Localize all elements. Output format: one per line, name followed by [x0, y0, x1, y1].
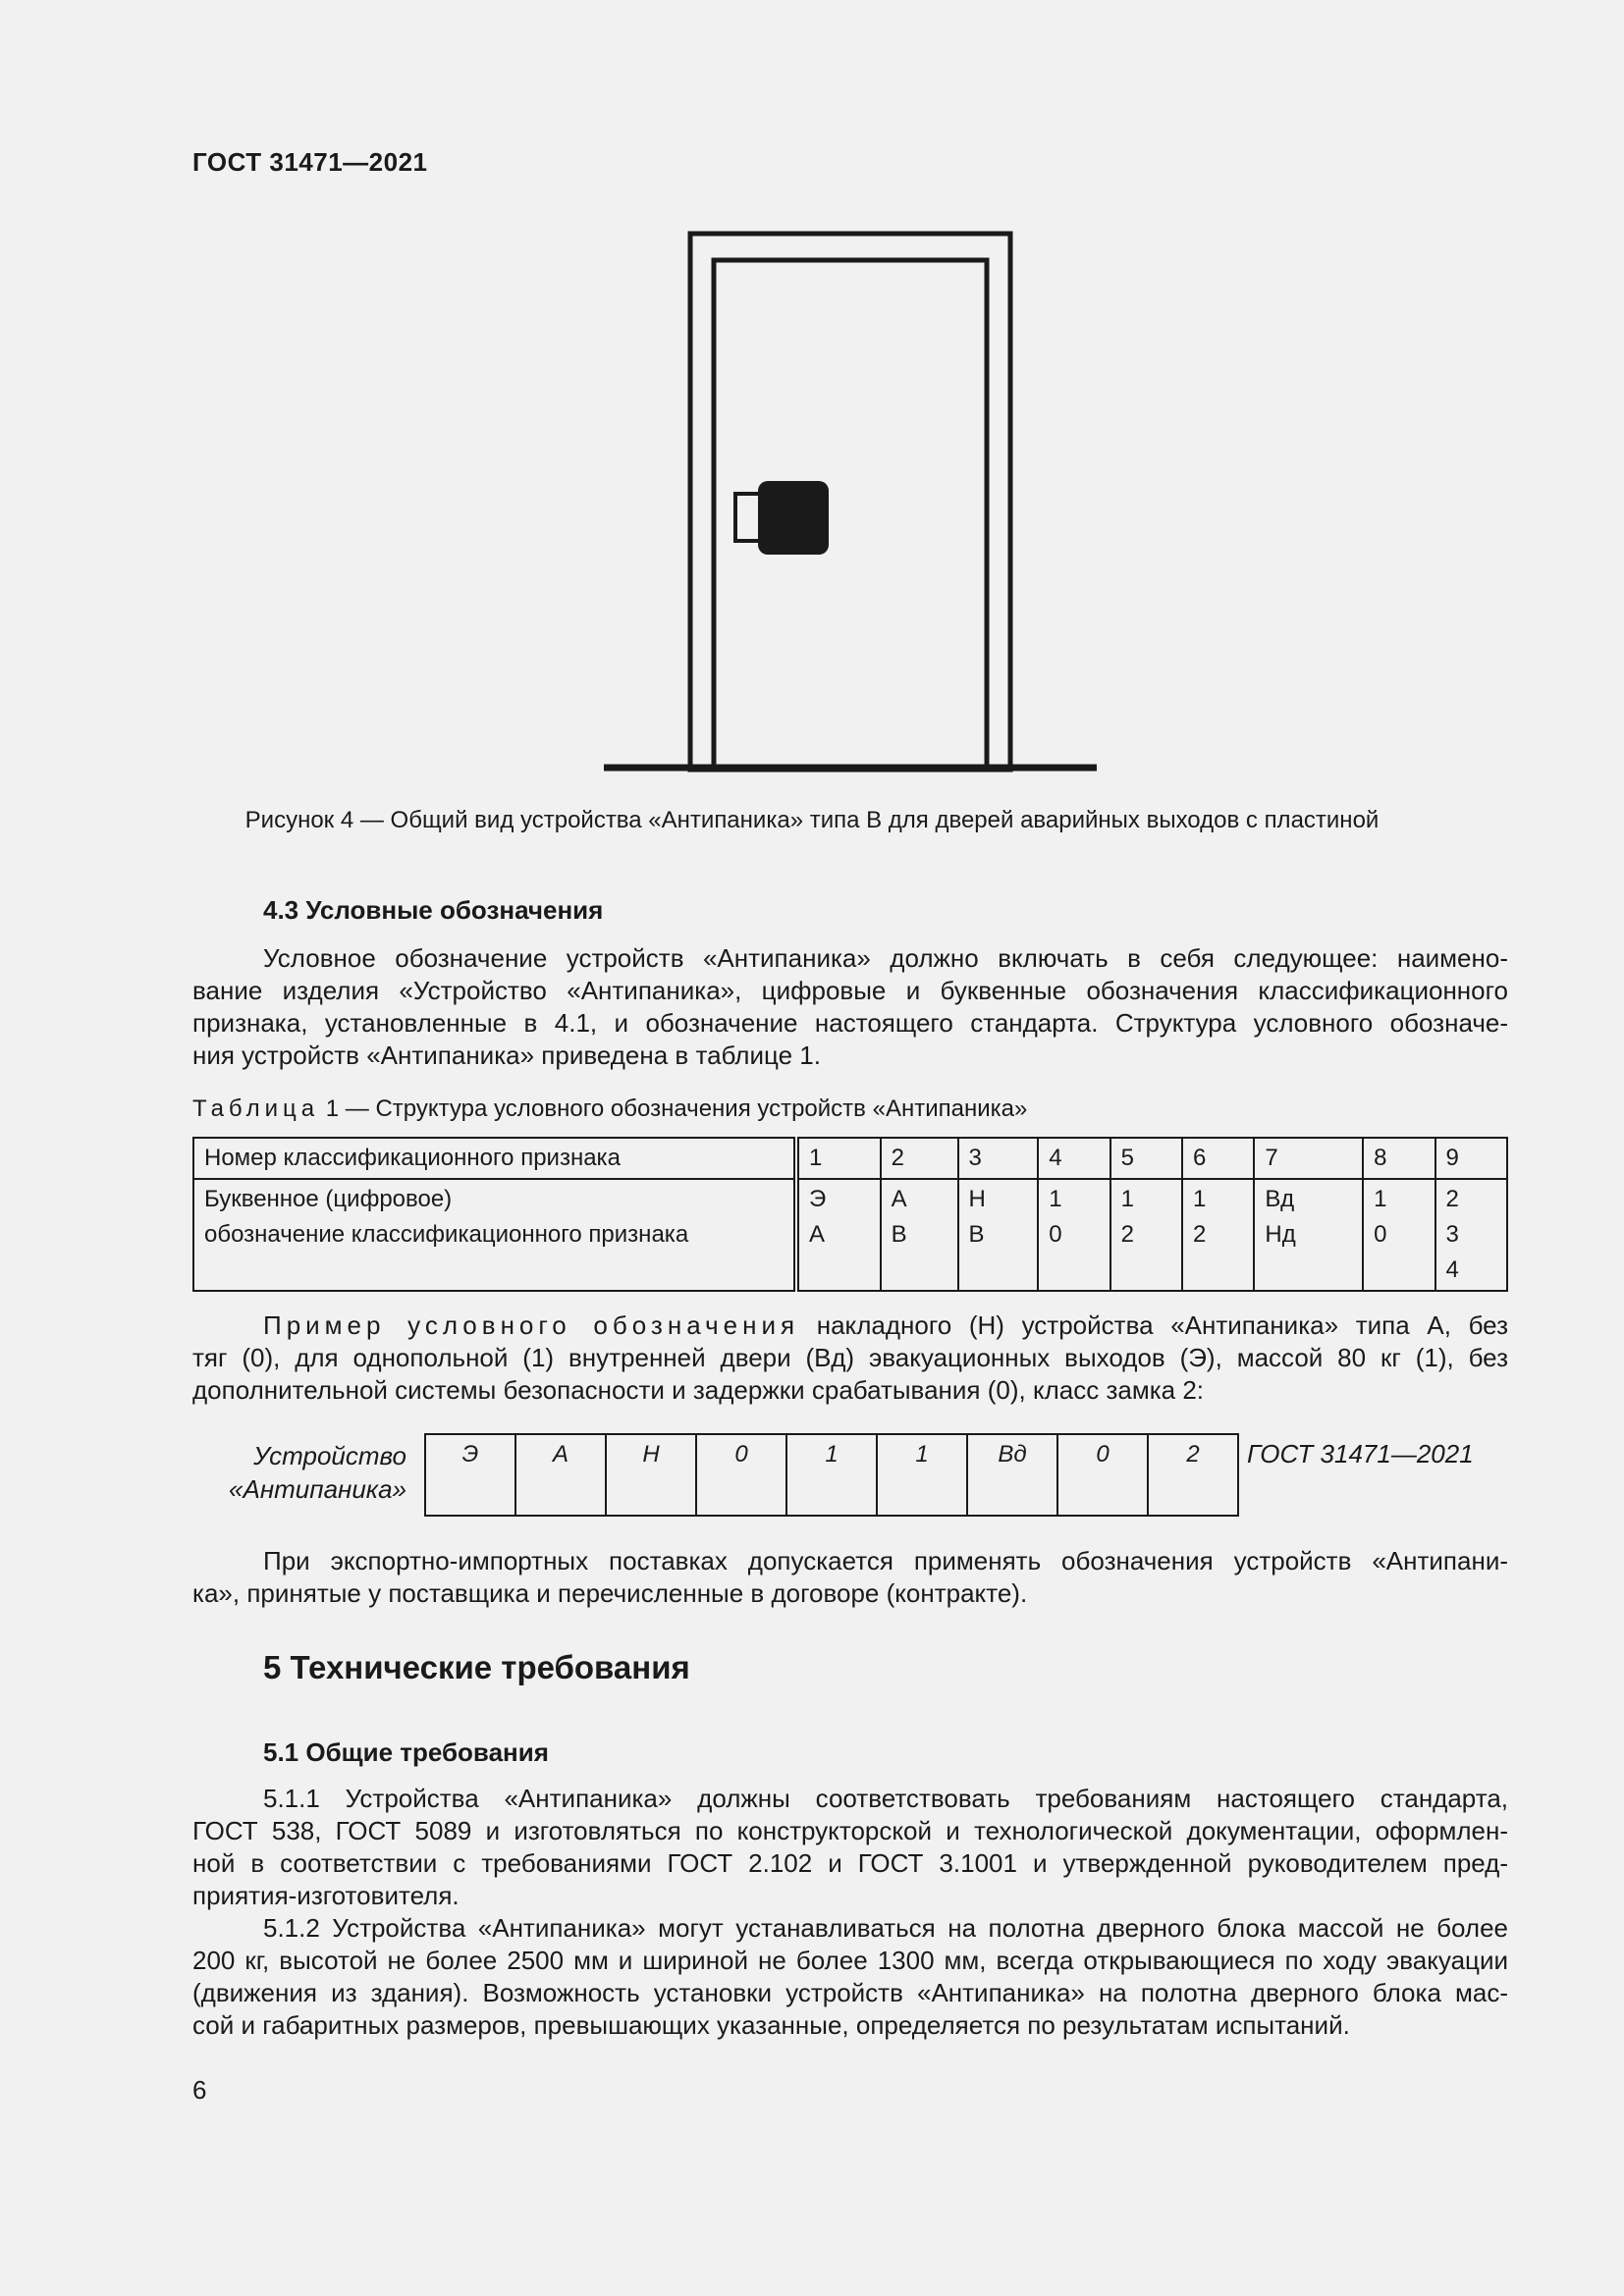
paragraph-line: (движения из здания). Возможность установки устройств «Антипаника» на полотна дверного блока мас-	[192, 1978, 1508, 2007]
table-cell: 1 2	[1110, 1179, 1182, 1291]
table-cell: Вд Нд	[1254, 1179, 1363, 1291]
table-cell: 1 2	[1182, 1179, 1254, 1291]
paragraph-line: 200 кг, высотой не более 2500 мм и шириной не более 1300 мм, всегда открывающиеся по ходу эвакуации	[192, 1946, 1508, 1975]
table-cell: 1 0	[1363, 1179, 1435, 1291]
example-prefix: Пример условного обозначения	[263, 1310, 800, 1340]
table-title-prefix: Таблица	[192, 1095, 320, 1122]
table-cell: 1 0	[1038, 1179, 1110, 1291]
paragraph-line: ния устройств «Антипаника» приведена в таблице 1.	[192, 1041, 821, 1070]
designation-cell: 0	[1057, 1434, 1148, 1516]
table-header-label: Номер классификационного признака	[193, 1138, 796, 1179]
page-number: 6	[192, 2075, 207, 2105]
designation-cell: Вд	[967, 1434, 1057, 1516]
paragraph-line: ка», принятые у поставщика и перечисленные в договоре (контракте).	[192, 1578, 1028, 1608]
paragraph-5-1-2	[192, 1912, 1508, 2042]
table-title-text: 1 — Структура условного обозначения устройств «Антипаника»	[319, 1095, 1028, 1122]
document-header: ГОСТ 31471—2021	[192, 147, 428, 177]
table-header-cell: 9	[1435, 1138, 1508, 1179]
handle-bracket	[735, 494, 761, 541]
designation-cell: А	[515, 1434, 606, 1516]
door-figure	[589, 224, 1119, 783]
example-paragraph	[192, 1309, 1508, 1407]
paragraph-line: При экспортно-импортных поставках допускается применять обозначения устройств «Антипани-	[263, 1546, 1508, 1575]
table-cell: Э А	[796, 1179, 881, 1291]
row-label-line: обозначение классификационного признака	[204, 1221, 689, 1248]
designation-cell: 1	[786, 1434, 877, 1516]
example-right-label: ГОСТ 31471—2021	[1247, 1439, 1474, 1468]
door-leaf	[714, 260, 987, 770]
example-left-label: Устройство «Антипаника»	[229, 1441, 406, 1504]
door-outer-frame	[690, 234, 1010, 770]
table-header-cell: 7	[1254, 1138, 1363, 1179]
paragraph-5-1-1	[192, 1783, 1508, 1912]
paragraph-line: 5.1.1 Устройства «Антипаника» должны соответствовать требованиям настоящего стандарта,	[263, 1784, 1508, 1813]
table-header-cell: 4	[1038, 1138, 1110, 1179]
paragraph-line: сой и габаритных размеров, превышающих указанные, определяется по результатам испытаний.	[192, 2010, 1350, 2040]
section-5-1-title: 5.1 Общие требования	[263, 1737, 549, 1767]
section-4-3-paragraph	[192, 942, 1508, 1072]
designation-cell: 0	[696, 1434, 786, 1516]
designation-cell: 2	[1148, 1434, 1238, 1516]
paragraph-line: ГОСТ 538, ГОСТ 5089 и изготовляться по конструкторской и технологической документации, оформлен-	[192, 1816, 1508, 1845]
table-header-cell: 2	[881, 1138, 958, 1179]
paragraph-line: тяг (0), для однопольной (1) внутренней двери (Вд) эвакуационных выходов (Э), массой 80 кг (1), без	[192, 1343, 1508, 1372]
section-4-3-title: 4.3 Условные обозначения	[263, 895, 604, 925]
section-5-title: 5 Технические требования	[263, 1649, 690, 1685]
table-header-cell: 1	[796, 1138, 881, 1179]
table-cell: А В	[881, 1179, 958, 1291]
designation-cell: Н	[606, 1434, 696, 1516]
row-label-line: Буквенное (цифровое)	[204, 1186, 453, 1212]
paragraph-line: вание изделия «Устройство «Антипаника», цифровые и буквенные обозначения классификационного	[192, 976, 1508, 1005]
figure-caption: Рисунок 4 — Общий вид устройства «Антипаника» типа В для дверей аварийных выходов с пластиной	[244, 807, 1380, 833]
table-header-cell: 5	[1110, 1138, 1182, 1179]
table-row-label	[193, 1179, 796, 1291]
table-cell: 2 3 4	[1435, 1179, 1508, 1291]
table-cell: Н В	[958, 1179, 1039, 1291]
table-header-cell: 3	[958, 1138, 1039, 1179]
classification-table	[192, 1137, 1508, 1292]
table-row	[193, 1138, 1507, 1179]
example-designation-table	[424, 1433, 1239, 1517]
table-1-title	[192, 1095, 1027, 1123]
table-row	[193, 1179, 1507, 1291]
handle-plate	[758, 481, 829, 555]
paragraph-line: приятия-изготовителя.	[192, 1881, 460, 1910]
paragraph-line: признака, установленные в 4.1, и обозначение настоящего стандарта. Структура условного обозначе-	[192, 1008, 1508, 1038]
paragraph-line: дополнительной системы безопасности и задержки срабатывания (0), класс замка 2:	[192, 1375, 1205, 1405]
paragraph-line: Условное обозначение устройств «Антипаника» должно включать в себя следующее: наимено-	[263, 943, 1508, 973]
paragraph-line: 5.1.2 Устройства «Антипаника» могут устанавливаться на полотна дверного блока массой не более	[263, 1913, 1508, 1943]
table-header-cell: 8	[1363, 1138, 1435, 1179]
export-note-paragraph	[192, 1545, 1508, 1610]
designation-cell: 1	[877, 1434, 967, 1516]
table-row	[425, 1434, 1238, 1516]
paragraph-line: ной в соответствии с требованиями ГОСТ 2.102 и ГОСТ 3.1001 и утвержденной руководителем пред-	[192, 1848, 1508, 1878]
paragraph-line: Пример условного обозначения накладного (Н) устройства «Антипаника» типа А, без	[263, 1310, 1508, 1340]
table-header-cell: 6	[1182, 1138, 1254, 1179]
designation-cell: Э	[425, 1434, 515, 1516]
